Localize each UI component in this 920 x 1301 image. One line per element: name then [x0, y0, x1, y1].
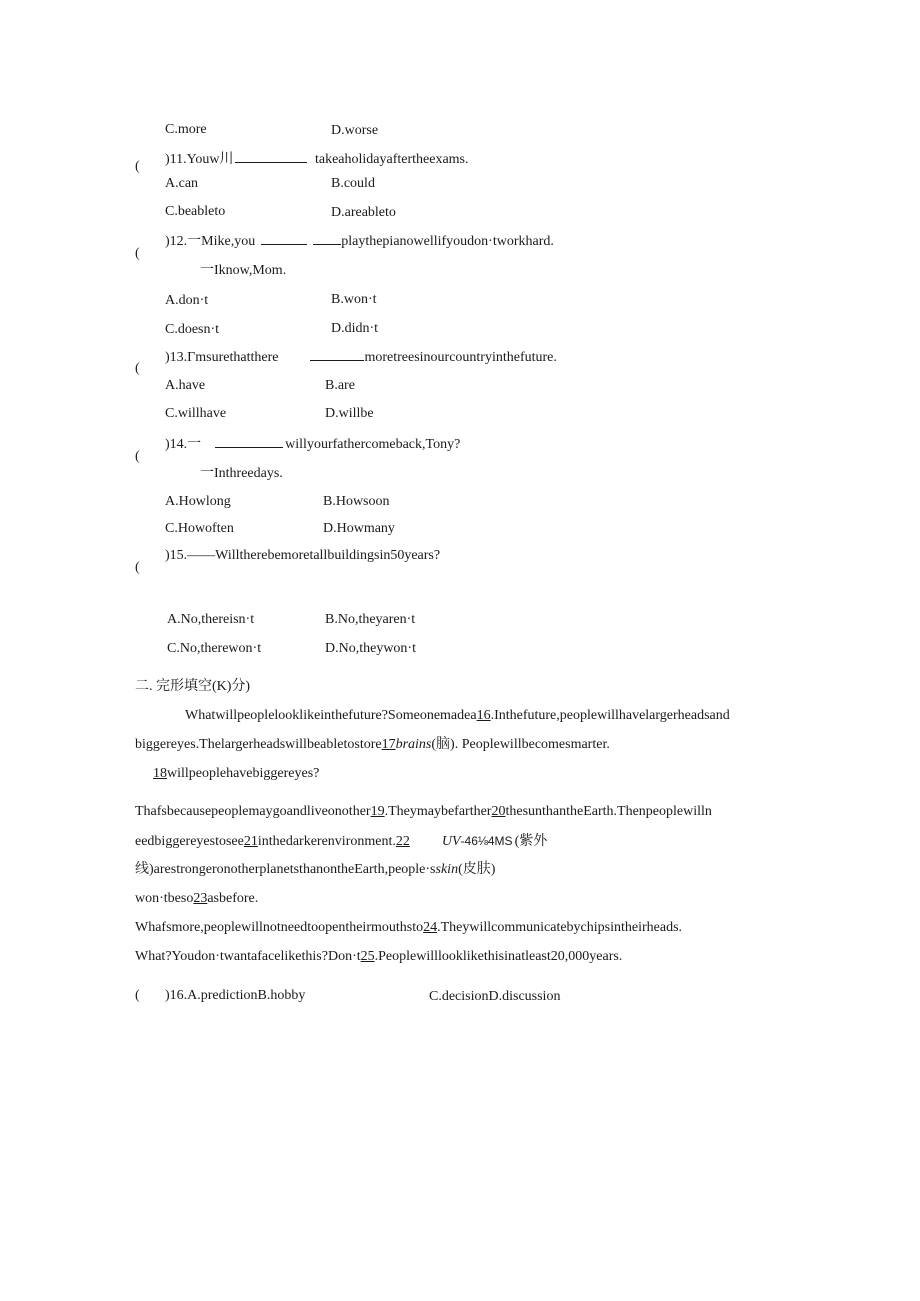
- passage-text: .Inthefuture,peoplewillhavelargerheadsand: [490, 708, 730, 723]
- q14-stem: [165, 435, 460, 454]
- passage-text: won·tbeso: [135, 891, 194, 906]
- q11-stem-pre: )11.Youw川: [165, 152, 234, 167]
- blank-number-22: 22: [395, 834, 410, 849]
- passage-text: 线)arestrongeronotherplanetsthanontheEarth,people·s: [135, 862, 436, 877]
- q13-blank: [310, 348, 364, 361]
- q12-option-b: B.won·t: [331, 292, 377, 307]
- q12-option-c: C.doesn·t: [165, 322, 220, 337]
- q14-option-c: C.Howoften: [165, 521, 234, 536]
- q13-option-a: A.have: [165, 378, 206, 393]
- q10-option-c: C.more: [165, 122, 207, 137]
- q15-paren: (: [135, 560, 140, 575]
- blank-number-25: 25: [360, 949, 375, 964]
- q13-option-b: B.are: [325, 378, 355, 393]
- q12-stem-pre: )12.一Mike,you: [165, 234, 256, 249]
- passage-uv: UV: [441, 834, 461, 849]
- passage-line-1: [185, 707, 730, 725]
- passage-word-skin: skin: [435, 862, 459, 877]
- passage-text: .Theywillcommunicatebychipsintheirheads.: [437, 920, 683, 935]
- blank-number-24: 24: [423, 920, 438, 935]
- q14-stem-post: willyourfathercomeback,Tony?: [285, 437, 461, 452]
- q16-options-cd: C.decisionD.discussion: [429, 989, 561, 1004]
- passage-text: .Peoplewilllooklikethisinatleast20,000years.: [374, 949, 623, 964]
- q13-option-c: C.willhave: [165, 406, 227, 421]
- q11-stem-post: takeaholidayaftertheexams.: [314, 152, 469, 167]
- passage-text: .Theymaybefarther: [384, 804, 492, 819]
- passage-text: Whatwillpeoplelooklikeinthefuture?Someonemadea: [185, 708, 477, 723]
- q14-option-b: B.Howsoon: [323, 494, 390, 509]
- passage-text: thesunthantheEarth.Thenpeoplewilln: [505, 804, 712, 819]
- q14-stem-pre: )14.一: [165, 437, 202, 452]
- q14-blank: [215, 435, 283, 448]
- passage-text: Thafsbecausepeoplemaygoandliveonother: [135, 804, 371, 819]
- q15-option-c: C.No,therewon·t: [167, 641, 262, 656]
- passage-text: willpeoplehavebiggereyes?: [167, 766, 320, 781]
- q12-blank-b: [313, 232, 341, 245]
- q14-option-a: A.Howlong: [165, 494, 231, 509]
- q13-paren: (: [135, 361, 140, 376]
- passage-gloss: (紫外: [514, 834, 548, 849]
- q12-blank-a: [261, 232, 307, 245]
- passage-line-9: [135, 948, 622, 966]
- passage-gloss: (脑): [431, 737, 455, 752]
- q15-option-a: A.No,thereisn·t: [167, 612, 255, 627]
- q12-option-a: A.don·t: [165, 293, 209, 308]
- passage-text: asbefore.: [207, 891, 259, 906]
- q15-option-b: B.No,theyaren·t: [325, 612, 416, 627]
- q13-stem-post: moretreesinourcountryinthefuture.: [364, 350, 557, 365]
- q11-blank: [235, 150, 307, 163]
- passage-line-4: [135, 803, 712, 821]
- blank-number-23: 23: [193, 891, 208, 906]
- q15-stem: )15.——Willtherebemoretallbuildingsin50years?: [165, 548, 441, 563]
- q11-option-a: A.can: [165, 176, 199, 191]
- blank-number-16: 16: [476, 708, 491, 723]
- q15-option-d: D.No,theywon·t: [325, 641, 416, 656]
- q11-option-c: C.beableto: [165, 204, 226, 219]
- q16-paren: (: [135, 988, 140, 1003]
- passage-text: eedbiggereyestosee: [135, 834, 244, 849]
- q11-stem: [165, 150, 469, 169]
- q12-stem-post: playthepianowellifyoudon·tworkhard.: [341, 234, 554, 249]
- q14-reply: 一Inthreedays.: [200, 466, 283, 481]
- passage-garbled: -46⅛4MS: [460, 834, 513, 848]
- passage-text: Whafsmore,peoplewillnotneedtoopentheirmouthsto: [135, 920, 424, 935]
- q11-option-b: B.could: [331, 176, 375, 191]
- passage-line-3: [153, 765, 319, 783]
- passage-text: . Peoplewillbecomesmarter.: [454, 737, 610, 752]
- q11-paren: (: [135, 159, 140, 174]
- q13-stem: [165, 348, 557, 367]
- passage-word-brains: brains: [395, 737, 432, 752]
- q12-paren: (: [135, 246, 140, 261]
- passage-text: inthedarkerenvironment.: [257, 834, 396, 849]
- blank-number-18: 18: [153, 766, 167, 781]
- q12-option-d: D.didn·t: [331, 321, 379, 336]
- q14-paren: (: [135, 449, 140, 464]
- q12-reply: 一Iknow,Mom.: [200, 263, 287, 278]
- blank-number-17: 17: [381, 737, 396, 752]
- q11-option-d: D.areableto: [331, 205, 396, 220]
- q16-stem-ab: )16.A.predictionB.hobby: [165, 988, 306, 1003]
- blank-number-20: 20: [491, 804, 506, 819]
- q12-stem: [165, 232, 554, 251]
- q14-option-d: D.Howmany: [323, 521, 395, 536]
- passage-text: biggereyes.Thelargerheadswillbeabletostore: [135, 737, 382, 752]
- passage-line-8: [135, 919, 682, 937]
- q13-stem-pre: )13.Γmsurethatthere: [165, 350, 279, 365]
- passage-line-7: [135, 890, 258, 908]
- section-heading: 二. 完形填空(K)分): [135, 679, 251, 694]
- passage-line-2: [135, 736, 610, 754]
- passage-gloss: (皮肤): [458, 862, 496, 877]
- blank-number-21: 21: [243, 834, 258, 849]
- blank-number-19: 19: [370, 804, 385, 819]
- q13-option-d: D.willbe: [325, 406, 374, 421]
- passage-line-5: [135, 832, 547, 851]
- passage-line-6: [135, 861, 495, 879]
- q10-option-d: D.worse: [331, 123, 379, 138]
- passage-text: What?Youdon·twantafacelikethis?Don·t: [135, 949, 361, 964]
